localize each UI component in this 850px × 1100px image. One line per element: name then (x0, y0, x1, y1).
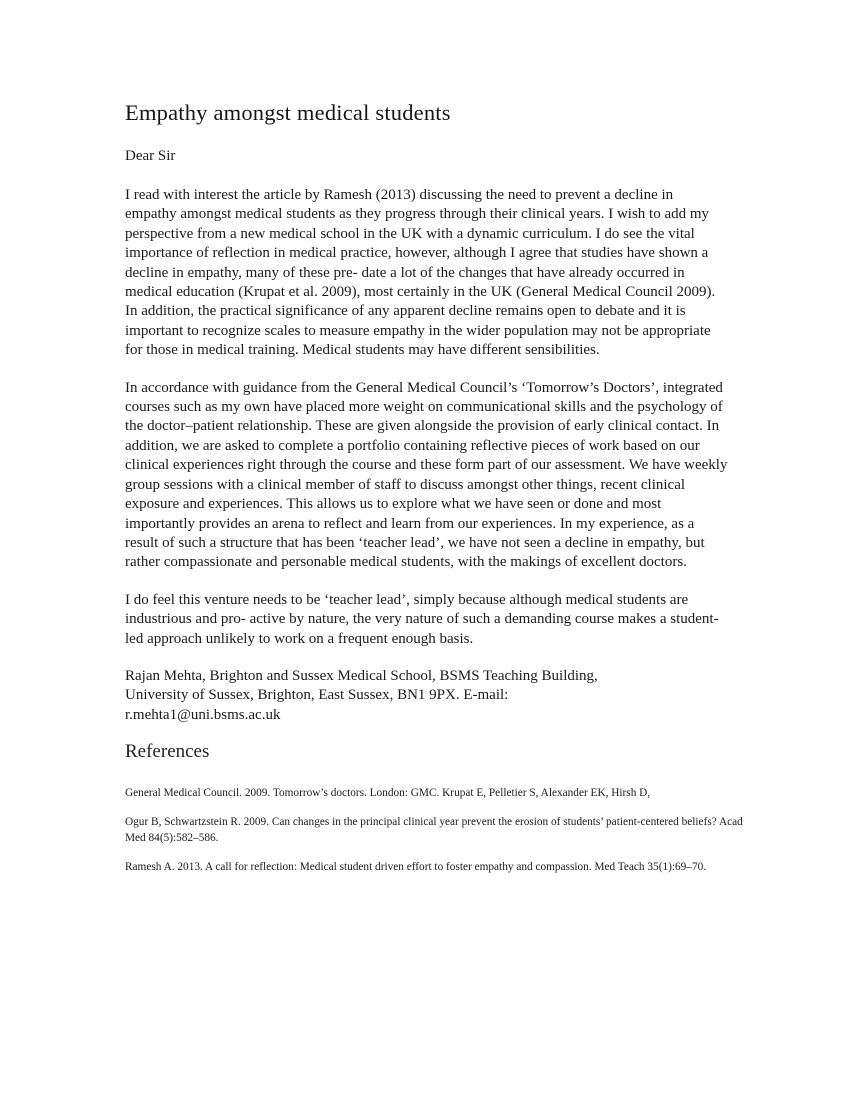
signature-email: r.mehta1@uni.bsms.ac.uk (125, 706, 281, 723)
letter-content (125, 100, 743, 875)
signature-block (125, 667, 728, 725)
signature-line-2: University of Sussex, Brighton, East Sussex, BN1 9PX. E-mail: (125, 687, 509, 704)
body-paragraph-2: In accordance with guidance from the General Medical Council’s ‘Tomorrow’s Doctors’, integrated courses such as my own have placed more weight on communicational skills and the psychology of the doctor–patient relationship. These are given alongside the provision of early clinical contact. In addition, we are asked to complete a portfolio containing reflective pieces of work based on our clinical experiences right through the course and these form part of our assessment. We have weekly group sessions with a clinical member of staff to discuss amongst other things, recent clinical exposure and experiences. This allows us to explore what we have seen or done and most importantly provides an arena to reflect and learn from our experiences. In my experience, as a result of such a structure that has been ‘teacher lead’, we have not seen a decline in empathy, but rather compassionate and personable medical students, with the makings of excellent doctors. (125, 379, 728, 571)
salutation: Dear Sir (125, 148, 176, 164)
signature-line-1: Rajan Mehta, Brighton and Sussex Medical School, BSMS Teaching Building, (125, 667, 598, 684)
references-heading: References (125, 741, 210, 763)
reference-item-2: Ogur B, Schwartzstein R. 2009. Can changes in the principal clinical year prevent the erosion of students’ patient-centered beliefs? Acad Med 84(5):582–586. (125, 816, 743, 844)
body-paragraph-3: I do feel this venture needs to be ‘teacher lead’, simply because although medical students are industrious and pro- active by nature, the very nature of such a demanding course makes a student-led approach unlikely to work on a frequent enough basis. (125, 591, 719, 647)
reference-item-1: General Medical Council. 2009. Tomorrow’s doctors. London: GMC. Krupat E, Pelletier S, Alexander EK, Hirsh D, (125, 787, 651, 800)
page-title: Empathy amongst medical students (125, 100, 451, 125)
reference-item-3: Ramesh A. 2013. A call for reflection: Medical student driven effort to foster empathy and compassion. Med Teach 35(1):69–70. (125, 860, 707, 873)
body-paragraph-1: I read with interest the article by Ramesh (2013) discussing the need to prevent a decline in empathy amongst medical students as they progress through their clinical years. I wish to add my perspective from a new medical school in the UK with a dynamic curriculum. I do see the vital importance of reflection in medical practice, however, although I agree that studies have shown a decline in empathy, many of these pre- date a lot of the changes that have already occurred in medical education (Krupat et al. 2009), most certainly in the UK (General Medical Council 2009). In addition, the practical significance of any apparent decline remains open to debate and it is important to recognize scales to measure empathy in the wider population may not be appropriate for those in medical training. Medical students may have different sensibilities. (125, 187, 716, 359)
